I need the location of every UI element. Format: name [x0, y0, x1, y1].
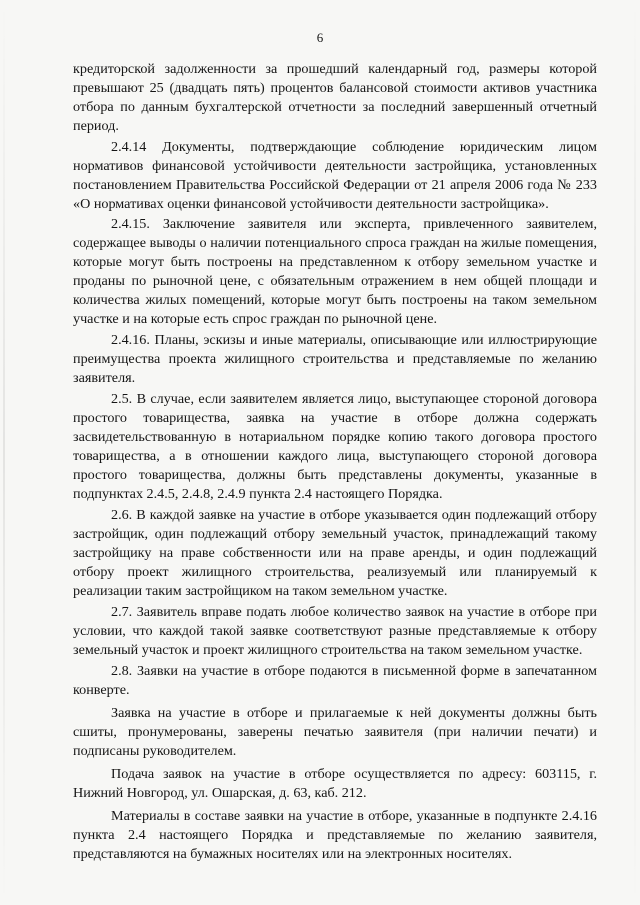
paragraph-2-4-16: 2.4.16. Планы, эскизы и иные материалы, описывающие или иллюстрирующие преимущества проекта жилищного строительства и представляемые по желанию заявителя.: [73, 332, 597, 386]
paragraph-2-7: 2.7. Заявитель вправе подать любое количество заявок на участие в отборе при условии, что каждой такой заявке соответствуют разные представляемые к отбору земельный участок и проект жилищного строительства на таком земельном участке.: [73, 604, 597, 658]
paragraph-materials-format: Материалы в составе заявки на участие в отборе, указанные в подпункте 2.4.16 пункта 2.4 настоящего Порядка и представляемые по желанию заявителя, представляются на бумажных носителях или на электронных носителях.: [73, 808, 597, 862]
paragraph-2-5: 2.5. В случае, если заявителем является лицо, выступающее стороной договора простого товарищества, заявка на участие в отборе должна содержать засвидетельствованную в нотариальном порядке копию такого договора простого товарищества, а в отношении каждого лица, выступающего стороной договора простого товарищества, должны быть представлены документы, указанные в подпунктах 2.4.5, 2.4.8, 2.4.9 пункта 2.4 настоящего Порядка.: [73, 391, 597, 502]
document-body: [73, 60, 597, 866]
scan-left-edge: [3, 0, 5, 905]
paragraph-2-8: 2.8. Заявки на участие в отборе подаются в письменной форме в запечатанном конверте.: [73, 663, 597, 698]
paragraph-2-6: 2.6. В каждой заявке на участие в отборе указывается один подлежащий отбору застройщик, один подлежащий отбору земельный участок, принадлежащий такому застройщику на праве собственности или на праве аренды, и один подлежащий отбору проект жилищного строительства, реализуемый или планируемый к реализации таким застройщиком на таком земельном участке.: [73, 507, 597, 599]
paragraph-submission-address: Подача заявок на участие в отборе осуществляется по адресу: 603115, г. Нижний Новгород, ул. Ошарская, д. 63, каб. 212.: [73, 766, 597, 801]
scan-right-edge: [634, 0, 636, 905]
paragraph-application-binding: Заявка на участие в отборе и прилагаемые к ней документы должны быть сшиты, пронумерованы, заверены печатью заявителя (при наличии печати) и подписаны руководителем.: [73, 705, 597, 759]
paragraph-continuation: кредиторской задолженности за прошедший календарный год, размеры которой превышают 25 (двадцать пять) процентов балансовой стоимости активов участника отбора по данным бухгалтерской отчетности за последний завершенный отчетный период.: [73, 61, 597, 134]
paragraph-2-4-15: 2.4.15. Заключение заявителя или эксперта, привлеченного заявителем, содержащее выводы о наличии потенциального спроса граждан на жилые помещения, которые могут быть построены на представленном к отбору земельном участке и проданы по рыночной цене, с обязательным отражением в нем общей площади и количества жилых помещений, которые могут быть построены на таком земельном участке и на которые есть спрос граждан по рыночной цене.: [73, 216, 597, 327]
page-number: 6: [316, 30, 324, 45]
paragraph-2-4-14: 2.4.14 Документы, подтверждающие соблюдение юридическим лицом нормативов финансовой устойчивости деятельности застройщика, установленных постановлением Правительства Российской Федерации от 21 апреля 2006 года № 233 «О нормативах оценки финансовой устойчивости деятельности застройщика».: [73, 139, 597, 212]
